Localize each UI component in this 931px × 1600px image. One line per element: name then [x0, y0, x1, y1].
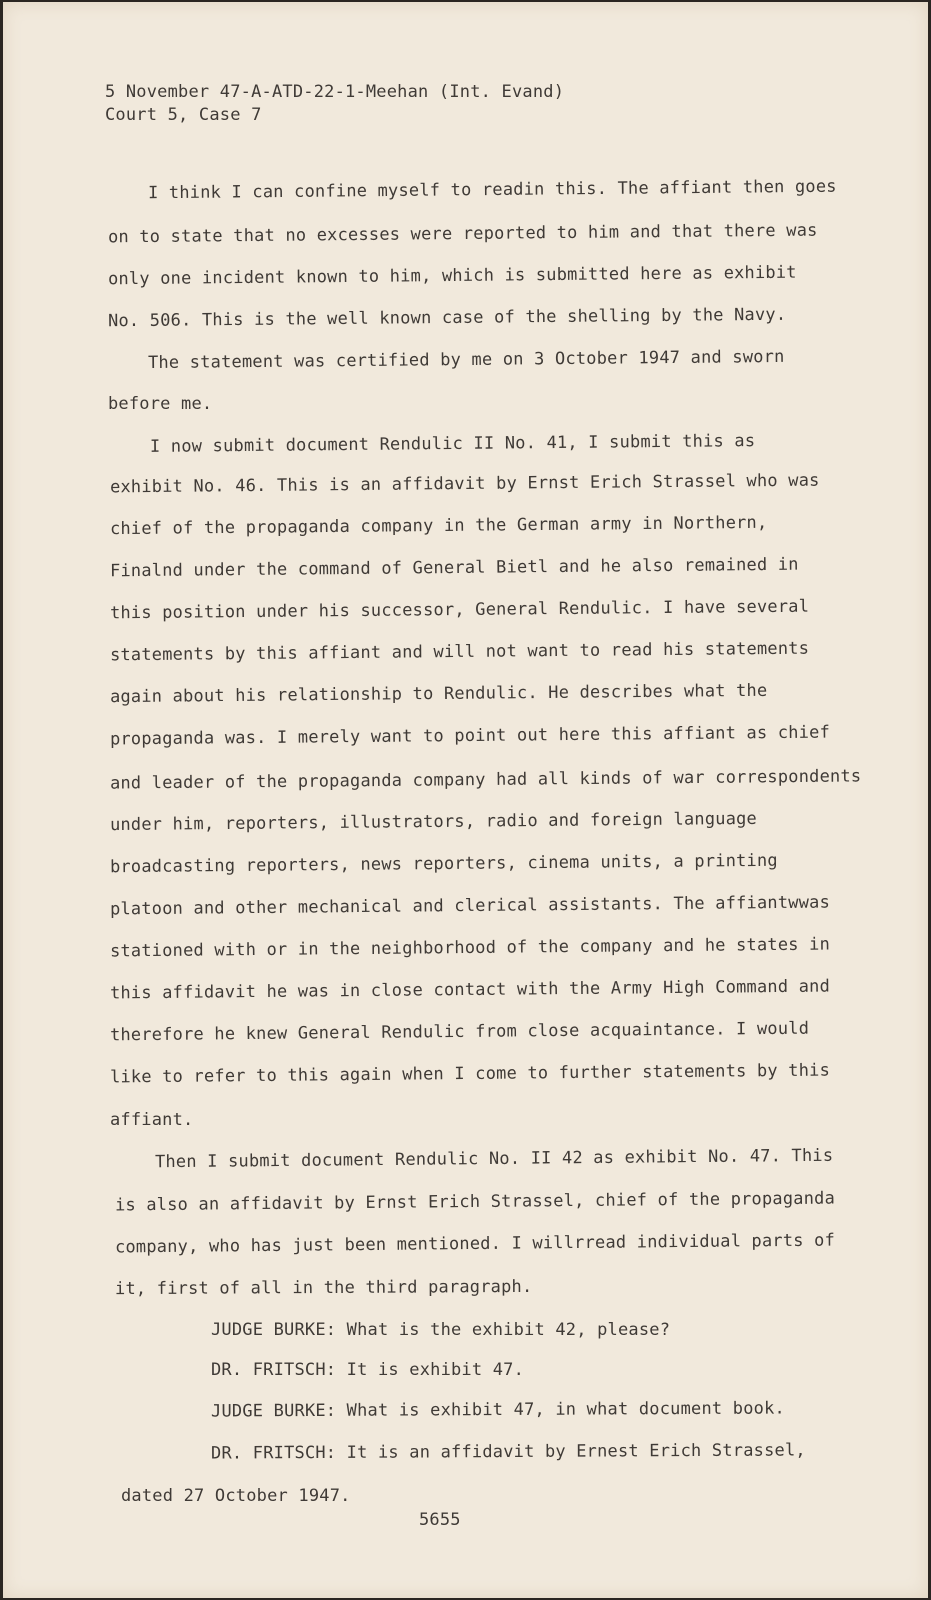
body-line: only one incident known to him, which is submitted here as exhibit [107, 262, 797, 290]
body-line: affiant. [110, 1110, 194, 1130]
dialogue-dr-fritsch-1: DR. FRITSCH: It is exhibit 47. [211, 1360, 525, 1380]
body-line: The statement was certified by me on 3 October 1947 and sworn [147, 346, 785, 374]
dialogue-dr-fritsch-2: DR. FRITSCH: It is an affidavit by Ernest Erich Strassel, [210, 1440, 806, 1464]
body-line: broadcasting reporters, news reporters, cinema units, a printing [109, 850, 778, 878]
document-page [3, 2, 928, 1598]
body-line: exhibit No. 46. This is an affidavit by Ernst Erich Strassel who was [109, 470, 820, 498]
body-line: Finalnd under the command of General Bietl and he also remained in [109, 554, 799, 582]
header-line-2: Court 5, Case 7 [105, 105, 262, 125]
body-line: it, first of all in the third paragraph. [114, 1276, 533, 1300]
body-line: and leader of the propaganda company had all kinds of war correspondents [109, 766, 862, 794]
body-line: on to state that no excesses were reported to him and that there was [107, 220, 818, 248]
body-line: dated 27 October 1947. [121, 1486, 351, 1506]
body-line: under him, reporters, illustrators, radio and foreign language [109, 808, 758, 836]
body-line: this position under his successor, General Rendulic. I have several [109, 596, 810, 624]
body-line: No. 506. This is the well known case of the shelling by the Navy. [107, 304, 787, 332]
body-line: propaganda was. I merely want to point out here this affiant as chief [109, 722, 831, 750]
body-line: company, who has just been mentioned. I willrread individual parts of [114, 1230, 836, 1258]
page-number: 5655 [419, 1510, 461, 1530]
body-line: stationed with or in the neighborhood of the company and he states in [109, 934, 831, 962]
body-line: platoon and other mechanical and clerical assistants. The affiantwwas [109, 892, 831, 920]
body-line: this affidavit he was in close contact with the Army High Command and [109, 976, 831, 1004]
dialogue-judge-burke-1: JUDGE BURKE: What is the exhibit 42, please? [211, 1320, 671, 1340]
body-line: chief of the propaganda company in the German army in Northern, [109, 512, 768, 540]
body-line: before me. [108, 394, 213, 414]
body-line: again about his relationship to Rendulic. He describes what the [109, 680, 768, 708]
body-line: I think I can confine myself to readin this. The affiant then goes [147, 176, 837, 204]
body-line: like to refer to this again when I come to further statements by this [109, 1060, 831, 1088]
header-line-1: 5 November 47-A-ATD-22-1-Meehan (Int. Evand) [105, 82, 565, 102]
body-line: statements by this affiant and will not want to read his statements [109, 638, 810, 666]
body-line: is also an affidavit by Ernst Erich Strassel, chief of the propaganda [114, 1188, 836, 1216]
body-line: Then I submit document Rendulic No. II 42 as exhibit No. 47. This [154, 1145, 834, 1173]
body-line: therefore he knew General Rendulic from close acquaintance. I would [109, 1018, 810, 1046]
dialogue-judge-burke-2: JUDGE BURKE: What is exhibit 47, in what document book. [210, 1398, 785, 1422]
body-line: I now submit document Rendulic II No. 41, I submit this as [149, 431, 756, 457]
